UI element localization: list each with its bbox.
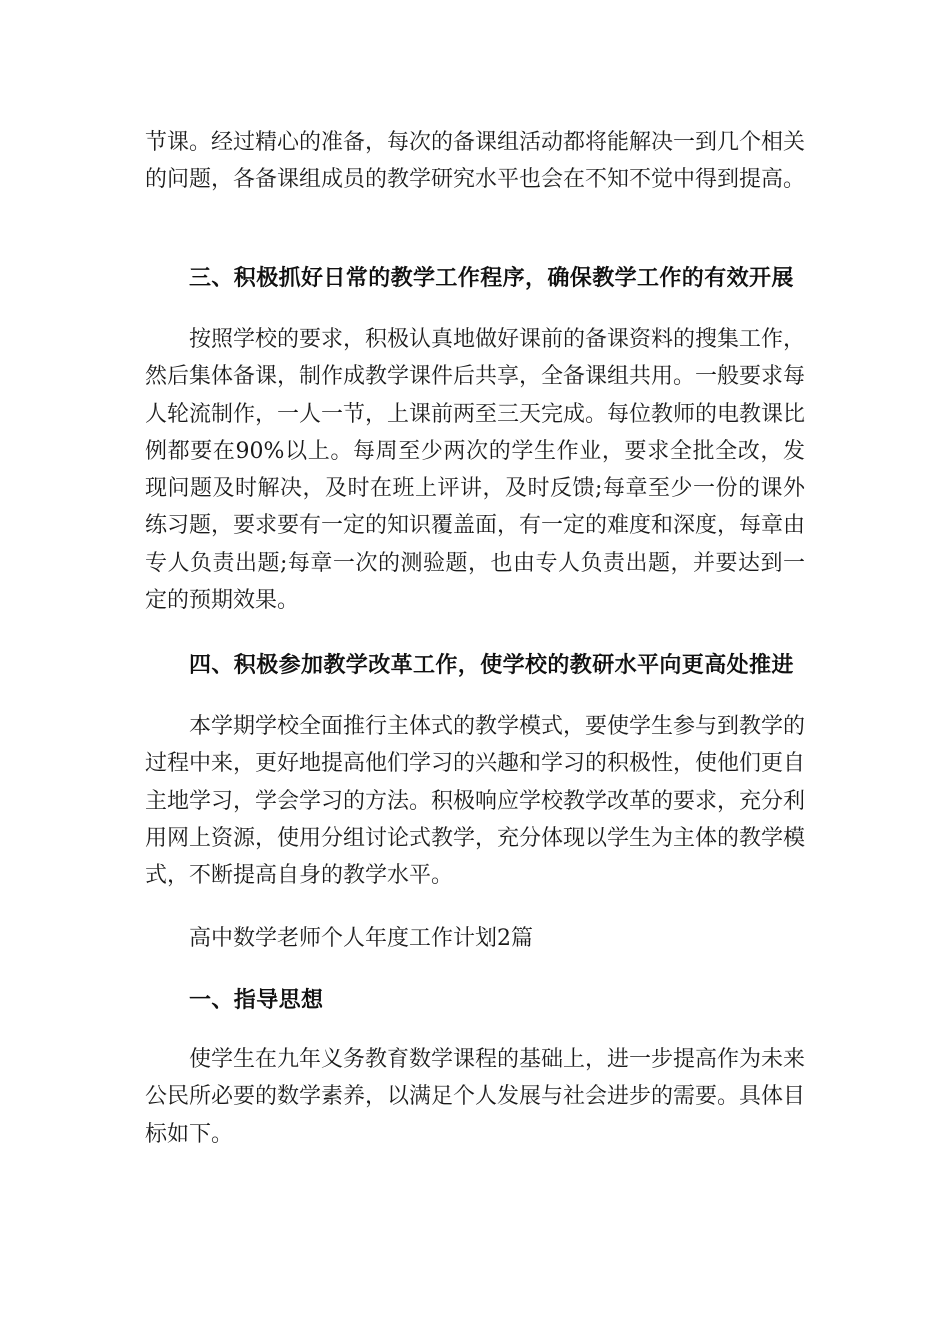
paragraph-daily-teaching: 按照学校的要求，积极认真地做好课前的备课资料的搜集工作，然后集体备课，制作成教学课件后共享，全备课组共用。一般要求每人轮流制作，一人一节，上课前两至三天完成。每位教师的电教课比例都要在90%以上。每周至少两次的学生作业，要求全批全改，发现问题及时解决，及时在班上评讲，及时反馈;每章至少一份的课外练习题，要求要有一定的知识覆盖面，有一定的难度和深度，每章由专人负责出题;每章一次的测验题，也由专人负责出题，并要达到一定的预期效果。 — [145, 327, 806, 614]
section-heading-4: 四、积极参加教学改革工作，使学校的教研水平向更高处推进 — [189, 653, 794, 678]
section-heading-1: 一、指导思想 — [189, 988, 324, 1013]
paragraph-teaching-reform: 本学期学校全面推行主体式的教学模式，要使学生参与到教学的过程中来，更好地提高他们学习的兴趣和学习的积极性，使他们更自主地学习，学会学习的方法。积极响应学校教学改革的要求，充分利用网上资源，使用分组讨论式教学，充分体现以学生为主体的教学模式，不断提高自身的教学水平。 — [145, 714, 806, 889]
paragraph-lesson-prep-summary: 节课。经过精心的准备，每次的备课组活动都将能解决一到几个相关的问题，各备课组成员的教学研究水平也会在不知不觉中得到提高。 — [145, 130, 806, 193]
section-heading-3: 三、积极抓好日常的教学工作程序，确保教学工作的有效开展 — [189, 266, 794, 291]
paragraph-guiding-principle: 使学生在九年义务教育数学课程的基础上，进一步提高作为未来公民所必要的数学素养，以满足个人发展与社会进步的需要。具体目标如下。 — [145, 1047, 806, 1147]
document-subtitle: 高中数学老师个人年度工作计划2篇 — [189, 926, 533, 951]
